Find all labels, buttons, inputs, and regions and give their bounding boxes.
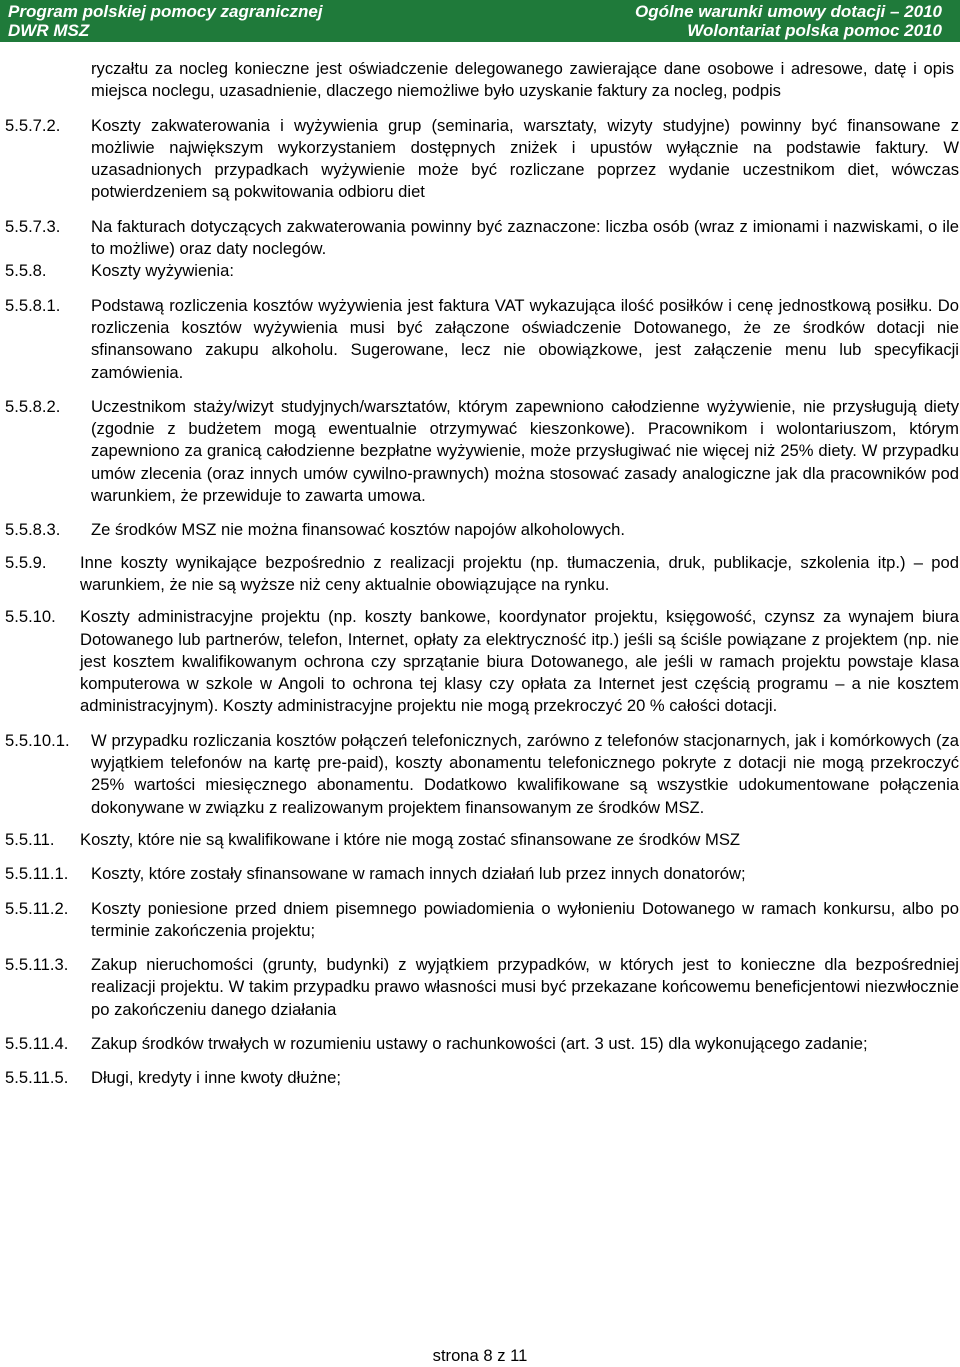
section-5-5-11-3 — [5, 954, 959, 1021]
section-number: 5.5.10.1. — [5, 730, 70, 750]
section-5-5-10-1 — [5, 730, 959, 819]
section-text: Ze środków MSZ nie można finansować kosztów napojów alkoholowych. — [91, 520, 626, 540]
section-text: Zakup środków trwałych w rozumieniu ustawy o rachunkowości (art. 3 ust. 15) dla wykonującego zadanie; — [91, 1033, 868, 1053]
section-text: Podstawą rozliczenia kosztów wyżywienia jest faktura VAT wykazująca ilość posiłków i cenę jednostkową posiłku. Do rozliczenia kosztów wyżywienia musi być załączone oświadczenie Dotowanego, że ze środków dotacji nie sfinansowano zakupu alkoholu. Sugerowane, lecz nie obowiązkowe, jest załączenie menu lub specyfikacji zamówienia. — [91, 295, 959, 382]
section-number: 5.5.8.3. — [5, 520, 61, 540]
section-number: 5.5.11.5. — [5, 1068, 69, 1088]
section-5-5-11 — [5, 829, 955, 851]
section-5-5-8-2 — [5, 396, 959, 507]
section-5-5-7-2 — [5, 115, 959, 204]
section-text: Koszty poniesione przed dniem pisemnego powiadomienia o wyłonieniu Dotowanego w ramach konkursu, albo po terminie zakończenia projektu; — [91, 898, 959, 940]
section-text: Długi, kredyty i inne kwoty dłużne; — [91, 1068, 341, 1088]
section-text: W przypadku rozliczania kosztów połączeń telefonicznych, zarówno z telefonów stacjonarnych, jak i komórkowych (za wyjątkiem telefonów na kartę pre-paid), koszty abonamentu telefonicznego pokryte z dotacji nie mogą przekroczyć 25% wartości miesięcznego abonamentu. Dodatkowo kwalifikowane są wszystkie udokumentowane połączenia dokonywane w związku z realizowanym projektem finansowanym ze środków MSZ. — [91, 730, 959, 817]
section-text: Uczestnikom staży/wizyt studyjnych/warsztatów, którym zapewniono całodzienne wyżywienie, nie przysługują diety (zgodnie z budżetem mogą ewentualnie otrzymywać kieszonkowe). Pracownikom i wolontariuszom, którym zapewniono za granicą całodzienne bezpłatne wyżywienie, może przysługiwać nie więcej niż 25% diety. W przypadku umów zlecenia (oraz innych umów cywilno-prawnych) można stosować zasady analogiczne jak dla pracowników pod warunkiem, że przewiduje to zawarta umowa. — [91, 396, 959, 506]
header-document-title: Ogólne warunki umowy dotacji – 2010 — [634, 2, 942, 21]
section-number: 5.5.11. — [5, 829, 55, 849]
section-5-5-7-3 — [5, 216, 959, 261]
section-5-5-11-4 — [5, 1033, 955, 1055]
section-number: 5.5.11.1. — [5, 864, 69, 884]
section-text: Koszty wyżywienia: — [91, 261, 234, 281]
section-5-5-11-1 — [5, 863, 955, 885]
section-number: 5.5.9. — [5, 552, 47, 572]
section-text: Inne koszty wynikające bezpośrednio z realizacji projektu (np. tłumaczenia, druk, publikacje, szkolenia itp.) – pod warunkiem, że nie są wyższe niż ceny aktualnie obowiązujące na rynku. — [80, 552, 959, 594]
section-text: Koszty administracyjne projektu (np. koszty bankowe, koordynator projektu, księgowość, czynsz za wynajem biura Dotowanego lub partnerów, telefon, Internet, opłaty za elektryczność itp.) jeśli są ściśle powiązane z projektem (np. nie jest kosztem kwalifikowanym ochrona czy sprzątanie biura Dotowanego, ale jeśli w ramach projektu powstaje klasa komputerowa w szkole w Angoli to ochrona tej klasy czy opłata za Internet jest częścią programu – a nie kosztem administracyjnym). Koszty administracyjne projektu nie mogą przekroczyć 20 % całości dotacji. — [80, 607, 959, 716]
page-number: strona 8 z 11 — [432, 1346, 528, 1365]
section-number: 5.5.8.2. — [5, 396, 61, 416]
section-5-5-8-3 — [5, 519, 955, 541]
header-right — [635, 2, 942, 40]
section-number: 5.5.11.4. — [5, 1033, 69, 1053]
section-text: Koszty zakwaterowania i wyżywienia grup (seminaria, warsztaty, wizyty studyjne) powinny być finansowane z możliwie największym wykorzystaniem dostępnych zniżek i upustów wyłącznie na podstawie faktury. W uzasadnionych przypadkach wyżywienie może być rozliczane poprzez wydanie uczestnikom diet, wówczas potwierdzeniem są pokwitowania odbioru diet — [91, 115, 959, 202]
page-header — [0, 0, 960, 42]
section-number: 5.5.8. — [5, 261, 47, 281]
lead-paragraph: ryczałtu za nocleg konieczne jest oświadczenie delegowanego zawierające dane osobowe i adresowe, datę i opis miejsca noclegu, uzasadnienie, dlaczego niemożliwe było uzyskanie faktury za nocleg, podpis — [91, 59, 954, 101]
section-5-5-11-2 — [5, 898, 959, 943]
section-5-5-8 — [5, 260, 955, 282]
header-program-name: Wolontariat polska pomoc 2010 — [687, 21, 942, 40]
section-5-5-9 — [5, 552, 959, 597]
section-number: 5.5.11.2. — [5, 898, 69, 918]
section-5-5-8-1 — [5, 295, 959, 384]
section-number: 5.5.11.3. — [5, 955, 69, 975]
section-5-5-10 — [5, 606, 959, 717]
document-body — [0, 58, 960, 1090]
section-number: 5.5.7.3. — [5, 216, 61, 236]
section-number: 5.5.10. — [5, 607, 56, 627]
header-department: DWR MSZ — [8, 21, 90, 40]
section-text: Koszty, które zostały sfinansowane w ramach innych działań lub przez innych donatorów; — [91, 864, 746, 884]
section-text: Koszty, które nie są kwalifikowane i które nie mogą zostać sfinansowane ze środków MSZ — [80, 829, 741, 849]
section-number: 5.5.8.1. — [5, 295, 61, 315]
section-5-5-11-5 — [5, 1067, 955, 1089]
header-program-title: Program polskiej pomocy zagranicznej — [8, 2, 323, 21]
section-text: Zakup nieruchomości (grunty, budynki) z wyjątkiem przypadków, w których jest to konieczne dla bezpośredniej realizacji projektu. W takim przypadku prawo własności musi być przekazane końcowemu beneficjentowi niezwłocznie po zakończeniu danego działania — [91, 955, 959, 1019]
section-text: Na fakturach dotyczących zakwaterowania powinny być zaznaczone: liczba osób (wraz z imionami i nazwiskami, o ile to możliwe) oraz daty noclegów. — [91, 216, 959, 259]
section-number: 5.5.7.2. — [5, 115, 61, 135]
header-left — [8, 2, 323, 40]
